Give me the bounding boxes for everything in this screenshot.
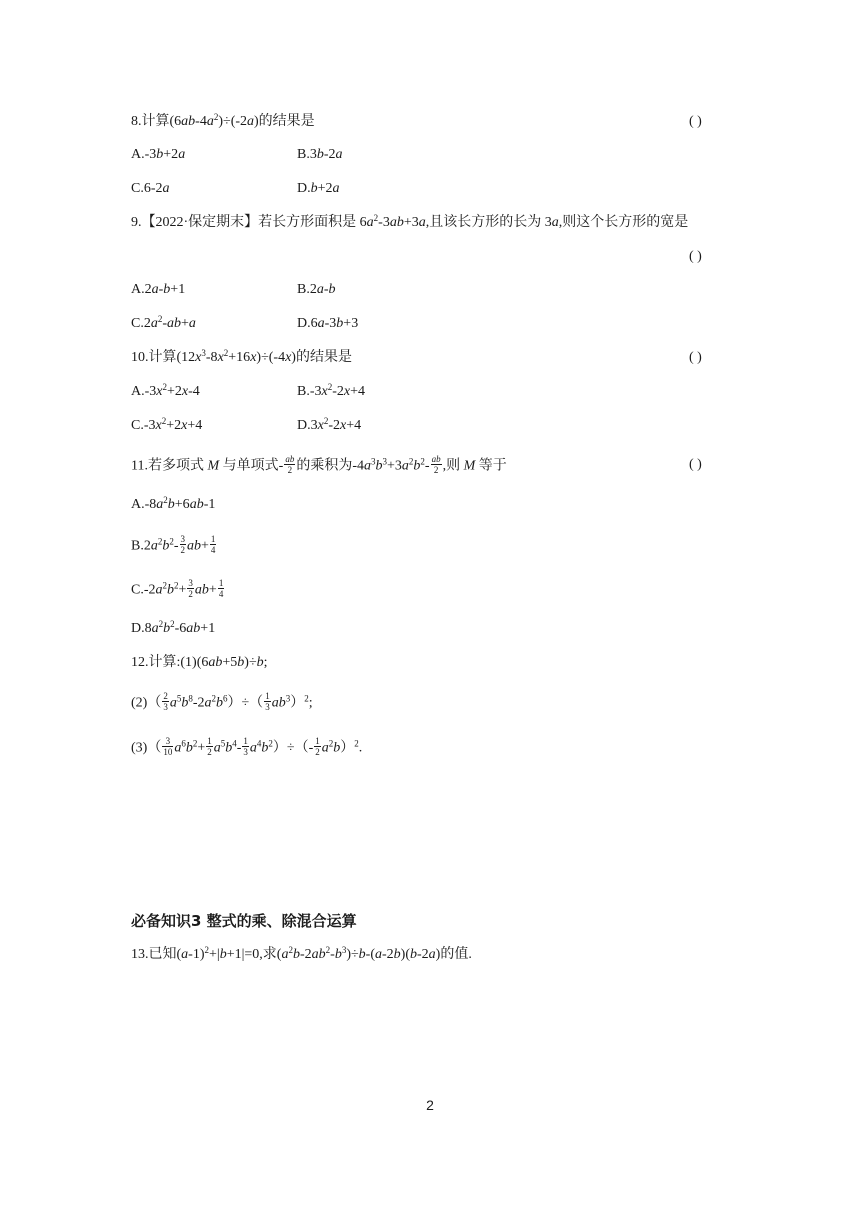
question-8-stem: 8.计算$(6ab-4a^2)\div(-2a)$的结果是 xyxy=(131,112,315,129)
q8-option-a: A.-3b+2a xyxy=(131,147,186,162)
q10-option-c: $C.-3x^2+2x+4$ xyxy=(131,416,203,433)
answer-paren-8: ( ) xyxy=(689,114,702,129)
q11-option-d: $D.8a^2b^2-6ab+1$ xyxy=(131,619,216,636)
q11-option-a: $A.-8a^2b+6ab-1$ xyxy=(131,495,216,512)
q11-option-c: $C.-2a^2b^2+$ $\frac{3}{2}$ ab+ $\frac{1}{4}$ xyxy=(131,578,224,599)
section-heading: 必备知识3 整式的乘、除混合运算 xyxy=(131,912,357,930)
answer-paren-9: ( ) xyxy=(689,249,702,264)
question-13-stem: 13.已知$(a-1)^2+|b+1|=0$,求$(a^2b-2ab^2-b^3)\div b-(a-2b)(b-2a)$的值. xyxy=(131,945,472,962)
q10-option-a: $A.-3x^2+2x-4$ xyxy=(131,382,200,399)
q9-option-b: B.2a-b xyxy=(297,282,336,297)
question-9-stem: 9.【2022·保定期末】若长方形面积是 $6a^2-3ab+3a$,且该长方形的长为 3a,则这个长方形的宽是 xyxy=(131,213,689,230)
q9-option-a: A.2a-b+1 xyxy=(131,282,186,297)
question-10-stem: 10.计算$(12x^3-8x^2+16x)\div(-4x)$的结果是 xyxy=(131,348,352,365)
page-number: 2 xyxy=(426,1097,434,1113)
q8-option-c: C.6-2a xyxy=(131,181,170,196)
q8-option-d: D.b+2a xyxy=(297,181,340,196)
q9-option-d: D.6a-3b+3 xyxy=(297,316,359,331)
question-12-part-2: (2)（ $\frac{2}{3}$ $a^5b^8-2a^2b^6)\div$（ $\frac{1}{3}$ $ab^3)^2$; xyxy=(131,691,313,712)
question-11-stem: 11.若多项式 M 与单项式- $\frac{ab}{2}$ 的乘积为$-4a^3b^3+3a^2b^2-$ $\frac{ab}{2}$ ,则 M 等于 xyxy=(131,454,507,475)
question-12-part-3: (3)（ $\frac{3}{10}$ $a^6b^2+$ $\frac{1}{2}$ $a^5b^4-$ $\frac{1}{3}$ $a^4b^2)\div(-$ $\frac{1}{2}$ $a^2b)^2$. xyxy=(131,736,363,757)
q8-option-b: B.3b-2a xyxy=(297,147,343,162)
q11-option-b: $B.2a^2b^2-$ $\frac{3}{2}$ ab+ $\frac{1}{4}$ xyxy=(131,534,216,555)
q10-option-d: $D.3x^2-2x+4$ xyxy=(297,416,362,433)
q9-option-c: $C.2a^2-ab+a$ xyxy=(131,314,196,331)
q10-option-b: $B.-3x^2-2x+4$ xyxy=(297,382,366,399)
question-12-stem: 12.计算:(1)(6ab+5b)÷b; xyxy=(131,655,268,670)
answer-paren-11: ( ) xyxy=(689,457,702,472)
answer-paren-10: ( ) xyxy=(689,350,702,365)
